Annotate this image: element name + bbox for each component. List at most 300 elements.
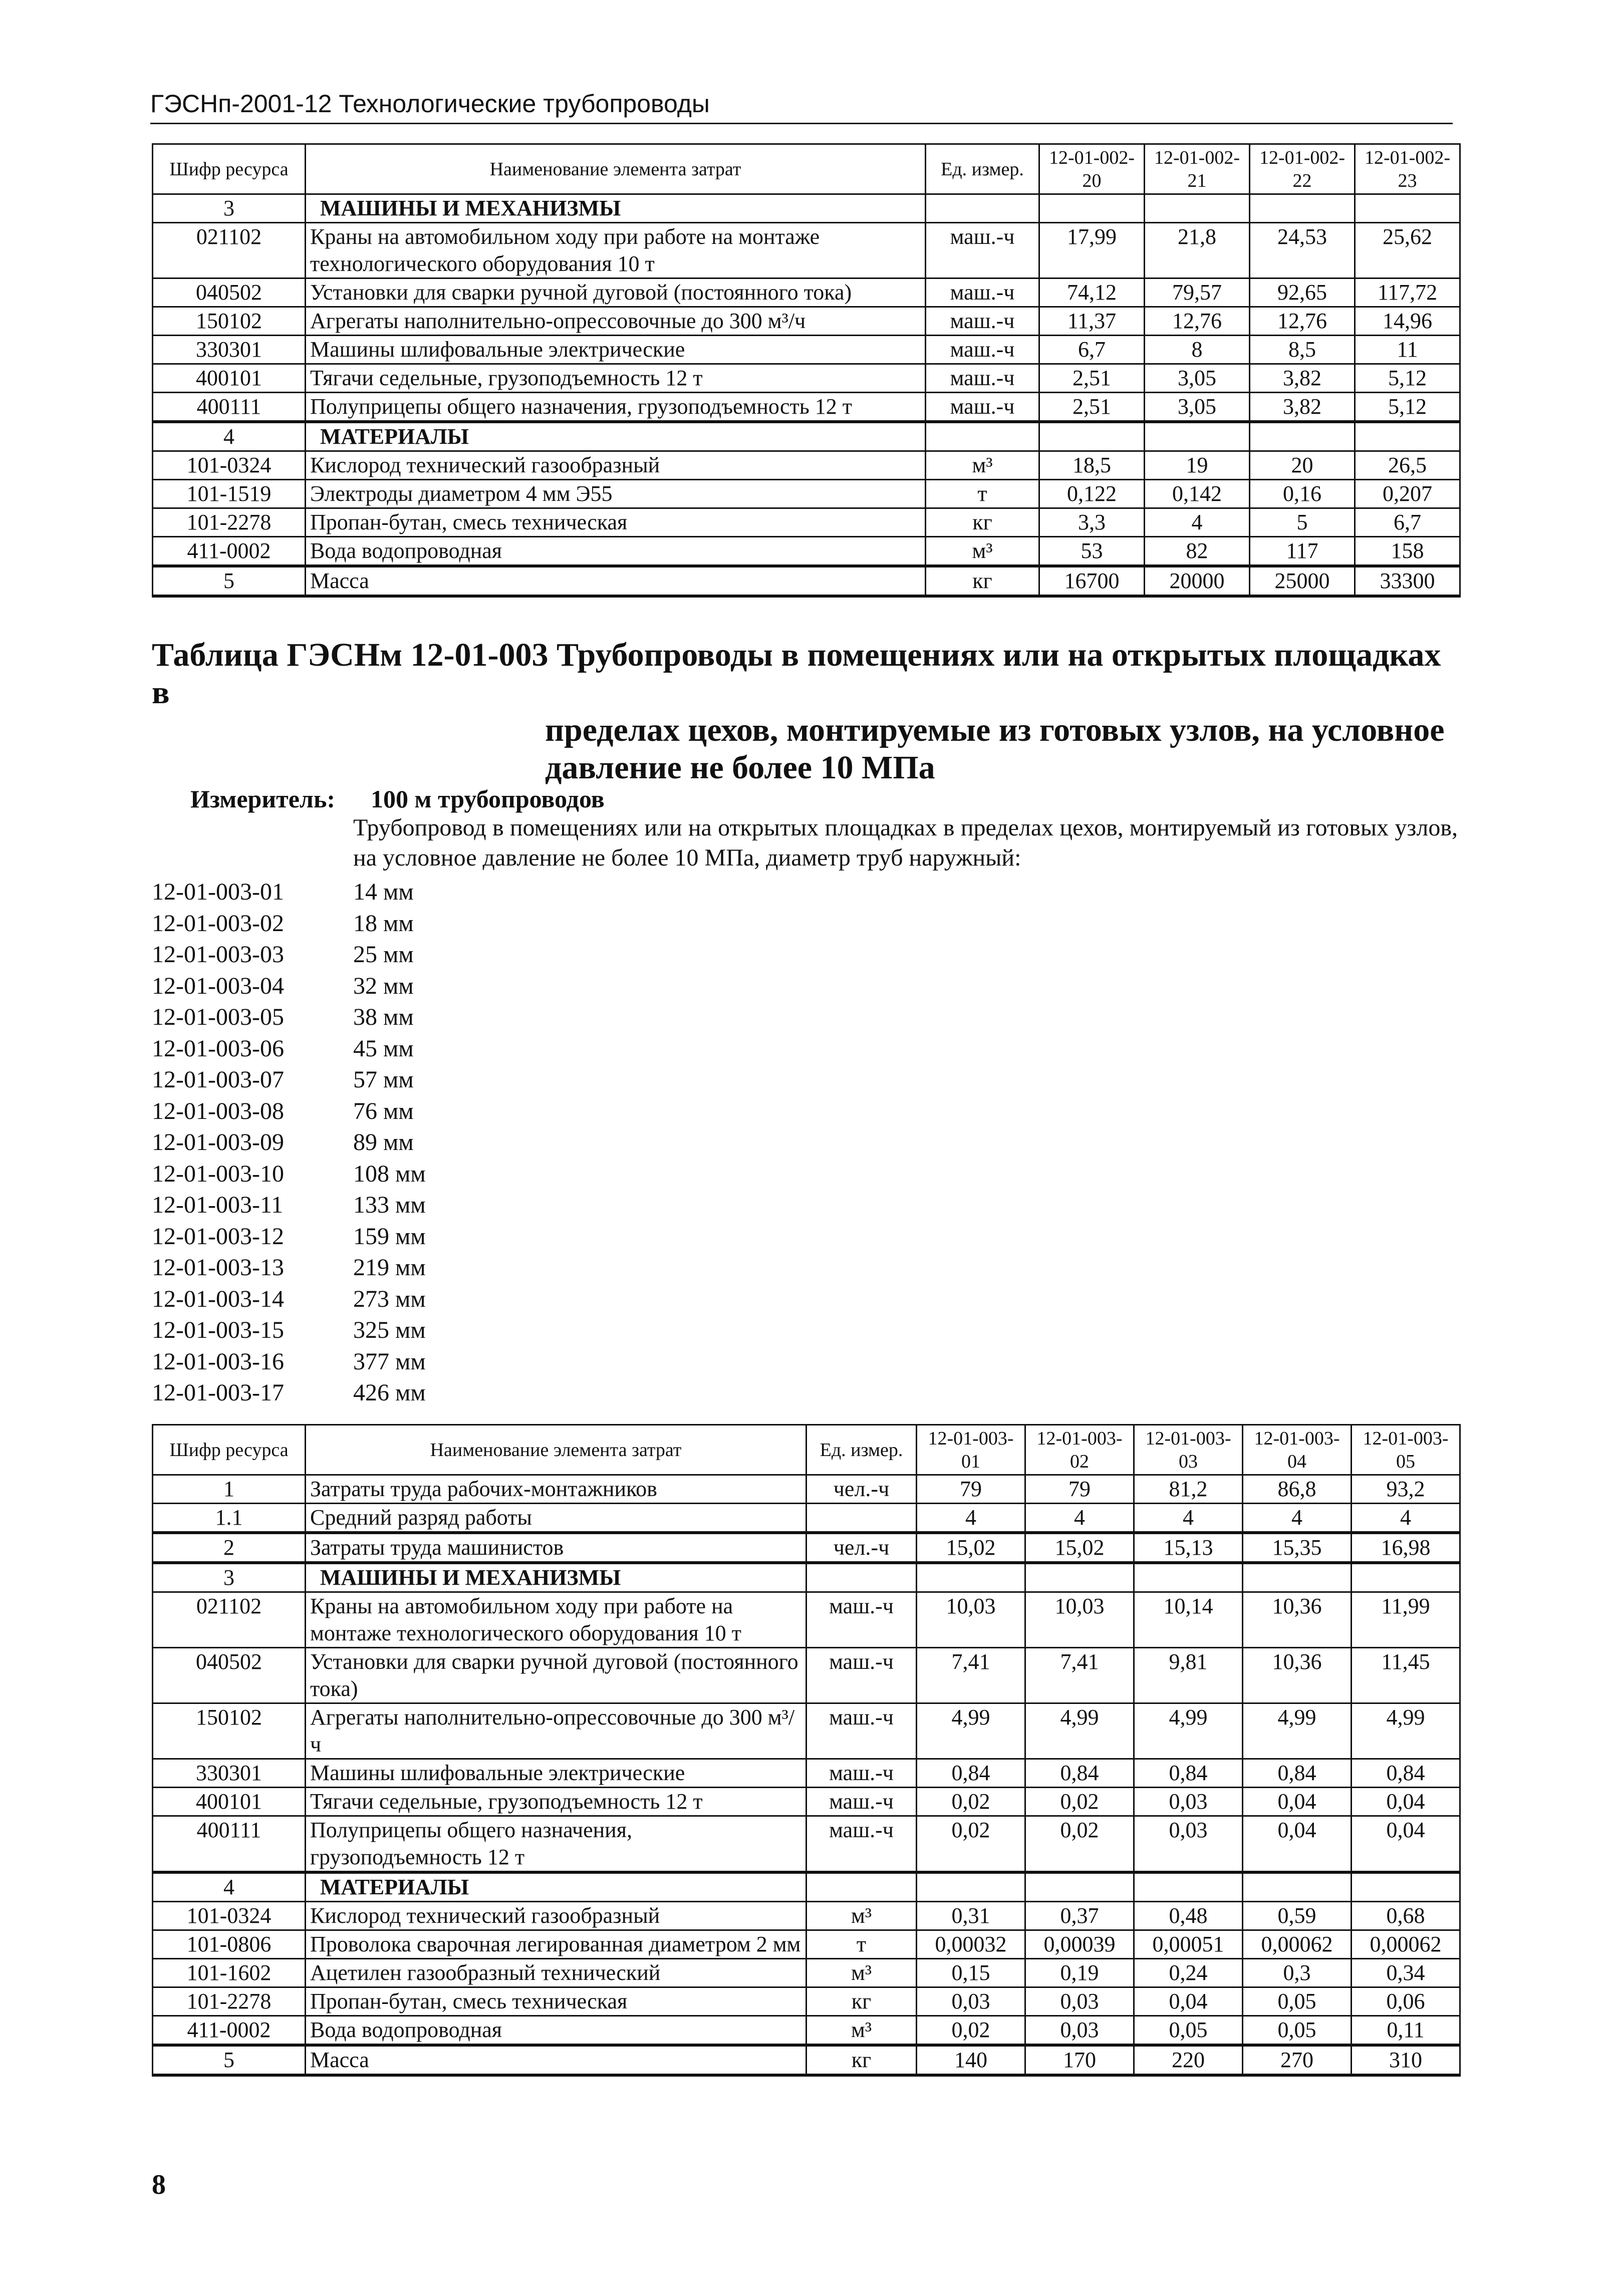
value-cell bbox=[1145, 194, 1250, 223]
resource-name: Электроды диаметром 4 мм Э55 bbox=[306, 480, 926, 508]
value-cell: 93,2 bbox=[1352, 1475, 1460, 1504]
resource-name: Затраты труда рабочих-монтажников bbox=[306, 1475, 807, 1504]
value-cell: 12,76 bbox=[1250, 307, 1355, 336]
value-cell bbox=[1134, 1563, 1243, 1592]
resource-code: 411-0002 bbox=[153, 537, 306, 566]
norm-code: 12-01-003-07 bbox=[152, 1066, 284, 1093]
resource-code: 400111 bbox=[153, 1816, 306, 1873]
value-cell bbox=[1243, 1872, 1352, 1902]
table-row bbox=[153, 1475, 1460, 1504]
value-cell: 10,36 bbox=[1243, 1592, 1352, 1648]
value-cell: 0,37 bbox=[1025, 1902, 1134, 1930]
table-row bbox=[153, 1592, 1460, 1648]
unit-cell: маш.-ч bbox=[807, 1816, 917, 1873]
value-cell: 0,122 bbox=[1039, 480, 1145, 508]
unit-cell: м³ bbox=[807, 1902, 917, 1930]
value-cell: 2,51 bbox=[1039, 364, 1145, 393]
unit-cell bbox=[807, 1504, 917, 1533]
table-row bbox=[153, 1504, 1460, 1533]
unit-cell: маш.-ч bbox=[807, 1648, 917, 1703]
pipe-diameter: 18 мм bbox=[353, 910, 414, 937]
value-cell: 0,00051 bbox=[1134, 1930, 1243, 1959]
unit-cell: чел.-ч bbox=[807, 1475, 917, 1504]
value-cell: 0,68 bbox=[1352, 1902, 1460, 1930]
value-cell: 4,99 bbox=[1243, 1703, 1352, 1759]
value-cell: 92,65 bbox=[1250, 278, 1355, 307]
table-row bbox=[153, 278, 1460, 307]
value-cell: 158 bbox=[1355, 537, 1460, 566]
value-cell: 20 bbox=[1250, 451, 1355, 480]
unit-cell: т bbox=[926, 480, 1039, 508]
norm-code-item bbox=[152, 1221, 653, 1253]
value-cell: 4,99 bbox=[1025, 1703, 1134, 1759]
norm-code: 12-01-003-02 bbox=[152, 910, 284, 937]
value-cell: 10,03 bbox=[917, 1592, 1025, 1648]
resource-name: Установки для сварки ручной дуговой (постоянного тока) bbox=[306, 278, 926, 307]
column-header: Наименование элемента затрат bbox=[306, 144, 926, 194]
value-cell bbox=[917, 1872, 1025, 1902]
table-header-row bbox=[153, 1425, 1460, 1475]
value-cell: 4 bbox=[1243, 1504, 1352, 1533]
column-header: 12-01-002-20 bbox=[1039, 144, 1145, 194]
resource-code: 4 bbox=[153, 1872, 306, 1902]
column-header: 12-01-002-22 bbox=[1250, 144, 1355, 194]
work-description: Трубопровод в помещениях или на открытых площадках в пределах цехов, монтируемый из готовых узлов, на условное давление не более 10 МПа, диаметр труб наружный: bbox=[353, 814, 1458, 871]
norm-code: 12-01-003-17 bbox=[152, 1379, 284, 1406]
value-cell: 79 bbox=[917, 1475, 1025, 1504]
resource-table-003 bbox=[152, 1424, 1461, 2077]
resource-name: Машины шлифовальные электрические bbox=[306, 1759, 807, 1788]
section-heading: МАШИНЫ И МЕХАНИЗМЫ bbox=[306, 194, 926, 223]
table-row bbox=[153, 1788, 1460, 1816]
unit-cell: маш.-ч bbox=[807, 1759, 917, 1788]
norm-code: 12-01-003-08 bbox=[152, 1097, 284, 1124]
norm-code-item bbox=[152, 877, 653, 908]
value-cell: 81,2 bbox=[1134, 1475, 1243, 1504]
section-title-line: Таблица ГЭСНм 12-01-003 Трубопроводы в помещениях или на открытых площадках в bbox=[152, 637, 1441, 711]
value-cell: 10,03 bbox=[1025, 1592, 1134, 1648]
value-cell bbox=[1355, 194, 1460, 223]
table-body bbox=[153, 1475, 1460, 2076]
resource-name: Пропан-бутан, смесь техническая bbox=[306, 508, 926, 537]
value-cell: 5 bbox=[1250, 508, 1355, 537]
norm-code-item bbox=[152, 939, 653, 971]
resource-code: 101-2278 bbox=[153, 508, 306, 537]
value-cell: 0,3 bbox=[1243, 1959, 1352, 1987]
page-number: 8 bbox=[152, 2169, 166, 2200]
column-header: 12-01-003-03 bbox=[1134, 1425, 1243, 1475]
value-cell: 3,05 bbox=[1145, 364, 1250, 393]
value-cell: 6,7 bbox=[1355, 508, 1460, 537]
value-cell bbox=[1134, 1872, 1243, 1902]
table-row bbox=[153, 1902, 1460, 1930]
column-header: Наименование элемента затрат bbox=[306, 1425, 807, 1475]
value-cell: 8 bbox=[1145, 336, 1250, 364]
value-cell: 0,84 bbox=[917, 1759, 1025, 1788]
value-cell: 270 bbox=[1243, 2045, 1352, 2075]
value-cell: 170 bbox=[1025, 2045, 1134, 2075]
pipe-diameter: 57 мм bbox=[353, 1066, 414, 1093]
norm-code-item bbox=[152, 908, 653, 940]
resource-code: 101-1602 bbox=[153, 1959, 306, 1987]
resource-name: Пропан-бутан, смесь техническая bbox=[306, 1987, 807, 2016]
pipe-diameter: 133 мм bbox=[353, 1192, 426, 1218]
value-cell: 0,03 bbox=[917, 1987, 1025, 2016]
resource-code: 101-0324 bbox=[153, 1902, 306, 1930]
value-cell: 140 bbox=[917, 2045, 1025, 2075]
column-header: Шифр ресурса bbox=[153, 1425, 306, 1475]
value-cell: 4,99 bbox=[917, 1703, 1025, 1759]
resource-name: Краны на автомобильном ходу при работе на монтаже технологического оборудования 10 т bbox=[306, 1592, 807, 1648]
pipe-diameter: 426 мм bbox=[353, 1379, 426, 1406]
resource-name: Масса bbox=[306, 2045, 807, 2075]
table-row bbox=[153, 1872, 1460, 1902]
value-cell: 0,11 bbox=[1352, 2016, 1460, 2046]
table-row bbox=[153, 1959, 1460, 1987]
value-cell bbox=[1352, 1872, 1460, 1902]
resource-name: Тягачи седельные, грузоподъемность 12 т bbox=[306, 1788, 807, 1816]
unit-cell: маш.-ч bbox=[926, 393, 1039, 422]
norm-code: 12-01-003-11 bbox=[152, 1192, 284, 1218]
resource-code: 150102 bbox=[153, 307, 306, 336]
section-title-line: давление не более 10 МПа bbox=[545, 749, 935, 786]
norm-code-list bbox=[152, 877, 653, 1409]
value-cell: 4 bbox=[917, 1504, 1025, 1533]
unit-cell: кг bbox=[926, 566, 1039, 596]
value-cell: 0,34 bbox=[1352, 1959, 1460, 1987]
resource-name: Полуприцепы общего назначения, грузоподъемность 12 т bbox=[306, 1816, 807, 1873]
value-cell: 0,24 bbox=[1134, 1959, 1243, 1987]
norm-code-item bbox=[152, 971, 653, 1002]
value-cell: 0,05 bbox=[1134, 2016, 1243, 2046]
pipe-diameter: 14 мм bbox=[353, 879, 414, 905]
column-header: 12-01-002-21 bbox=[1145, 144, 1250, 194]
table-row bbox=[153, 1987, 1460, 2016]
resource-code: 5 bbox=[153, 2045, 306, 2075]
table-row bbox=[153, 307, 1460, 336]
norm-code: 12-01-003-10 bbox=[152, 1160, 284, 1187]
value-cell: 0,05 bbox=[1243, 2016, 1352, 2046]
norm-code-item bbox=[152, 1377, 653, 1409]
resource-code: 3 bbox=[153, 1563, 306, 1592]
value-cell: 10,14 bbox=[1134, 1592, 1243, 1648]
value-cell: 0,03 bbox=[1134, 1788, 1243, 1816]
unit-cell bbox=[807, 1872, 917, 1902]
value-cell: 0,04 bbox=[1243, 1788, 1352, 1816]
resource-code: 101-1519 bbox=[153, 480, 306, 508]
value-cell: 3,82 bbox=[1250, 393, 1355, 422]
unit-cell bbox=[926, 422, 1039, 451]
value-cell bbox=[1039, 194, 1145, 223]
value-cell: 0,06 bbox=[1352, 1987, 1460, 2016]
value-cell: 0,00032 bbox=[917, 1930, 1025, 1959]
unit-cell: маш.-ч bbox=[926, 307, 1039, 336]
value-cell: 0,15 bbox=[917, 1959, 1025, 1987]
norm-code: 12-01-003-05 bbox=[152, 1004, 284, 1030]
measure-line bbox=[190, 784, 605, 814]
resource-code: 400101 bbox=[153, 1788, 306, 1816]
value-cell bbox=[1250, 422, 1355, 451]
value-cell: 3,82 bbox=[1250, 364, 1355, 393]
resource-name: Ацетилен газообразный технический bbox=[306, 1959, 807, 1987]
table-header-row bbox=[153, 144, 1460, 194]
norm-code: 12-01-003-03 bbox=[152, 941, 284, 968]
value-cell: 74,12 bbox=[1039, 278, 1145, 307]
pipe-diameter: 108 мм bbox=[353, 1160, 426, 1187]
value-cell: 0,142 bbox=[1145, 480, 1250, 508]
table-row bbox=[153, 194, 1460, 223]
value-cell: 9,81 bbox=[1134, 1648, 1243, 1703]
value-cell: 82 bbox=[1145, 537, 1250, 566]
value-cell: 10,36 bbox=[1243, 1648, 1352, 1703]
value-cell: 0,03 bbox=[1025, 2016, 1134, 2046]
value-cell: 26,5 bbox=[1355, 451, 1460, 480]
value-cell: 4 bbox=[1134, 1504, 1243, 1533]
unit-cell: кг bbox=[926, 508, 1039, 537]
value-cell: 0,84 bbox=[1025, 1759, 1134, 1788]
resource-code: 101-0324 bbox=[153, 451, 306, 480]
table-row bbox=[153, 508, 1460, 537]
value-cell: 11,37 bbox=[1039, 307, 1145, 336]
resource-name: Агрегаты наполнительно-опрессовочные до 300 м³/ч bbox=[306, 307, 926, 336]
norm-code: 12-01-003-04 bbox=[152, 972, 284, 999]
value-cell: 3,05 bbox=[1145, 393, 1250, 422]
value-cell: 0,02 bbox=[1025, 1788, 1134, 1816]
resource-code: 5 bbox=[153, 566, 306, 596]
norm-code: 12-01-003-14 bbox=[152, 1285, 284, 1312]
value-cell: 16,98 bbox=[1352, 1533, 1460, 1563]
value-cell: 0,00039 bbox=[1025, 1930, 1134, 1959]
value-cell: 14,96 bbox=[1355, 307, 1460, 336]
resource-code: 330301 bbox=[153, 336, 306, 364]
resource-name: Масса bbox=[306, 566, 926, 596]
table-row bbox=[153, 1703, 1460, 1759]
norm-code: 12-01-003-01 bbox=[152, 879, 284, 905]
norm-code-item bbox=[152, 1096, 653, 1127]
norm-code-item bbox=[152, 1252, 653, 1284]
column-header: Ед. измер. bbox=[807, 1425, 917, 1475]
resource-code: 040502 bbox=[153, 1648, 306, 1703]
pipe-diameter: 25 мм bbox=[353, 941, 414, 968]
column-header: Ед. измер. bbox=[926, 144, 1039, 194]
value-cell: 12,76 bbox=[1145, 307, 1250, 336]
unit-cell: м³ bbox=[807, 1959, 917, 1987]
value-cell: 25000 bbox=[1250, 566, 1355, 596]
value-cell bbox=[1039, 422, 1145, 451]
value-cell bbox=[1355, 422, 1460, 451]
table-row bbox=[153, 336, 1460, 364]
unit-cell: м³ bbox=[807, 2016, 917, 2046]
resource-name: Затраты труда машинистов bbox=[306, 1533, 807, 1563]
table-row bbox=[153, 1816, 1460, 1873]
resource-code: 1.1 bbox=[153, 1504, 306, 1533]
pipe-diameter: 159 мм bbox=[353, 1223, 426, 1250]
value-cell: 25,62 bbox=[1355, 223, 1460, 278]
resource-name: Кислород технический газообразный bbox=[306, 1902, 807, 1930]
resource-code: 330301 bbox=[153, 1759, 306, 1788]
value-cell bbox=[1145, 422, 1250, 451]
norm-code-item bbox=[152, 1033, 653, 1065]
value-cell: 0,84 bbox=[1243, 1759, 1352, 1788]
pipe-diameter: 325 мм bbox=[353, 1317, 426, 1343]
unit-cell: т bbox=[807, 1930, 917, 1959]
unit-cell: м³ bbox=[926, 537, 1039, 566]
value-cell: 15,02 bbox=[1025, 1533, 1134, 1563]
unit-cell: маш.-ч bbox=[926, 336, 1039, 364]
resource-name: Вода водопроводная bbox=[306, 2016, 807, 2046]
table-row bbox=[153, 537, 1460, 566]
value-cell: 5,12 bbox=[1355, 364, 1460, 393]
table-row bbox=[153, 480, 1460, 508]
unit-cell: маш.-ч bbox=[926, 223, 1039, 278]
value-cell: 79 bbox=[1025, 1475, 1134, 1504]
value-cell: 11,99 bbox=[1352, 1592, 1460, 1648]
norm-code: 12-01-003-06 bbox=[152, 1035, 284, 1062]
value-cell: 11 bbox=[1355, 336, 1460, 364]
value-cell bbox=[1025, 1563, 1134, 1592]
value-cell: 220 bbox=[1134, 2045, 1243, 2075]
value-cell: 0,04 bbox=[1243, 1816, 1352, 1873]
value-cell: 0,04 bbox=[1352, 1816, 1460, 1873]
resource-code: 4 bbox=[153, 422, 306, 451]
section-heading: МАШИНЫ И МЕХАНИЗМЫ bbox=[306, 1563, 807, 1592]
resource-code: 400101 bbox=[153, 364, 306, 393]
value-cell: 53 bbox=[1039, 537, 1145, 566]
unit-cell: чел.-ч bbox=[807, 1533, 917, 1563]
resource-name: Проволока сварочная легированная диаметром 2 мм bbox=[306, 1930, 807, 1959]
value-cell: 86,8 bbox=[1243, 1475, 1352, 1504]
value-cell: 0,02 bbox=[1025, 1816, 1134, 1873]
resource-code: 101-0806 bbox=[153, 1930, 306, 1959]
value-cell: 0,31 bbox=[917, 1902, 1025, 1930]
value-cell: 15,35 bbox=[1243, 1533, 1352, 1563]
value-cell: 18,5 bbox=[1039, 451, 1145, 480]
running-header: ГЭСНп-2001-12 Технологические трубопроводы bbox=[150, 85, 1453, 124]
value-cell: 11,45 bbox=[1352, 1648, 1460, 1703]
column-header: 12-01-003-02 bbox=[1025, 1425, 1134, 1475]
norm-code-item bbox=[152, 1159, 653, 1190]
section-heading: МАТЕРИАЛЫ bbox=[306, 422, 926, 451]
unit-cell bbox=[926, 194, 1039, 223]
value-cell bbox=[1025, 1872, 1134, 1902]
value-cell: 5,12 bbox=[1355, 393, 1460, 422]
resource-code: 400111 bbox=[153, 393, 306, 422]
pipe-diameter: 45 мм bbox=[353, 1035, 414, 1062]
value-cell: 0,03 bbox=[1025, 1987, 1134, 2016]
resource-name: Полуприцепы общего назначения, грузоподъемность 12 т bbox=[306, 393, 926, 422]
norm-code-item bbox=[152, 1190, 653, 1221]
pipe-diameter: 76 мм bbox=[353, 1097, 414, 1124]
table-row bbox=[153, 223, 1460, 278]
norm-code-item bbox=[152, 1127, 653, 1159]
unit-cell: маш.-ч bbox=[807, 1592, 917, 1648]
value-cell: 4 bbox=[1145, 508, 1250, 537]
table-row bbox=[153, 364, 1460, 393]
value-cell: 3,3 bbox=[1039, 508, 1145, 537]
value-cell bbox=[1250, 194, 1355, 223]
value-cell: 17,99 bbox=[1039, 223, 1145, 278]
value-cell bbox=[1352, 1563, 1460, 1592]
norm-code-item bbox=[152, 1315, 653, 1346]
value-cell: 0,84 bbox=[1352, 1759, 1460, 1788]
value-cell: 0,05 bbox=[1243, 1987, 1352, 2016]
resource-name: Агрегаты наполнительно-опрессовочные до 300 м³/ч bbox=[306, 1703, 807, 1759]
value-cell: 7,41 bbox=[1025, 1648, 1134, 1703]
value-cell: 4,99 bbox=[1352, 1703, 1460, 1759]
resource-code: 021102 bbox=[153, 223, 306, 278]
column-header: 12-01-003-04 bbox=[1243, 1425, 1352, 1475]
pipe-diameter: 273 мм bbox=[353, 1285, 426, 1312]
section-heading: МАТЕРИАЛЫ bbox=[306, 1872, 807, 1902]
unit-cell: маш.-ч bbox=[926, 278, 1039, 307]
column-header: 12-01-002-23 bbox=[1355, 144, 1460, 194]
norm-code-item bbox=[152, 1346, 653, 1378]
resource-name: Установки для сварки ручной дуговой (постоянного тока) bbox=[306, 1648, 807, 1703]
norm-code-item bbox=[152, 1002, 653, 1033]
value-cell: 0,207 bbox=[1355, 480, 1460, 508]
table-row bbox=[153, 1533, 1460, 1563]
value-cell: 117 bbox=[1250, 537, 1355, 566]
value-cell: 2,51 bbox=[1039, 393, 1145, 422]
pipe-diameter: 219 мм bbox=[353, 1254, 426, 1281]
table-row bbox=[153, 1563, 1460, 1592]
section-title bbox=[152, 636, 1459, 786]
resource-code: 101-2278 bbox=[153, 1987, 306, 2016]
value-cell bbox=[917, 1563, 1025, 1592]
resource-code: 021102 bbox=[153, 1592, 306, 1648]
value-cell: 0,00062 bbox=[1352, 1930, 1460, 1959]
value-cell: 0,04 bbox=[1134, 1987, 1243, 2016]
measure-label: Измеритель: bbox=[190, 785, 336, 813]
value-cell: 310 bbox=[1352, 2045, 1460, 2075]
value-cell: 16700 bbox=[1039, 566, 1145, 596]
value-cell: 15,02 bbox=[917, 1533, 1025, 1563]
norm-code-item bbox=[152, 1064, 653, 1096]
resource-code: 040502 bbox=[153, 278, 306, 307]
value-cell: 33300 bbox=[1355, 566, 1460, 596]
value-cell: 0,48 bbox=[1134, 1902, 1243, 1930]
unit-cell: маш.-ч bbox=[807, 1703, 917, 1759]
pipe-diameter: 89 мм bbox=[353, 1129, 414, 1156]
norm-code: 12-01-003-15 bbox=[152, 1317, 284, 1343]
table-row bbox=[153, 1759, 1460, 1788]
resource-code: 2 bbox=[153, 1533, 306, 1563]
value-cell: 117,72 bbox=[1355, 278, 1460, 307]
resource-code: 411-0002 bbox=[153, 2016, 306, 2046]
norm-code-item bbox=[152, 1284, 653, 1315]
unit-cell: кг bbox=[807, 1987, 917, 2016]
value-cell: 7,41 bbox=[917, 1648, 1025, 1703]
unit-cell: м³ bbox=[926, 451, 1039, 480]
resource-name: Вода водопроводная bbox=[306, 537, 926, 566]
value-cell: 0,16 bbox=[1250, 480, 1355, 508]
section-title-line: пределах цехов, монтируемые из готовых узлов, на условное bbox=[545, 712, 1445, 748]
table-row bbox=[153, 1648, 1460, 1703]
value-cell: 4,99 bbox=[1134, 1703, 1243, 1759]
value-cell: 0,59 bbox=[1243, 1902, 1352, 1930]
value-cell: 24,53 bbox=[1250, 223, 1355, 278]
unit-cell bbox=[807, 1563, 917, 1592]
value-cell: 6,7 bbox=[1039, 336, 1145, 364]
value-cell: 0,02 bbox=[917, 1816, 1025, 1873]
value-cell: 19 bbox=[1145, 451, 1250, 480]
table-row bbox=[153, 2045, 1460, 2075]
column-header: 12-01-003-05 bbox=[1352, 1425, 1460, 1475]
table-row bbox=[153, 393, 1460, 422]
value-cell: 20000 bbox=[1145, 566, 1250, 596]
table-body bbox=[153, 194, 1460, 597]
value-cell bbox=[1243, 1563, 1352, 1592]
